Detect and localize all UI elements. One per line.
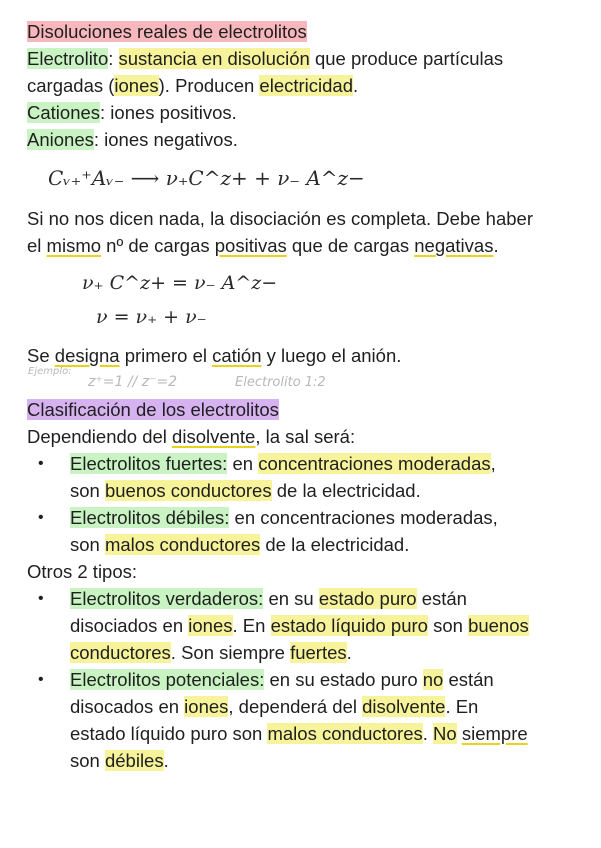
highlight: No [433,723,457,744]
term: Electrolitos fuertes: [70,453,228,474]
handwritten-note-ejemplo: Ejemplo: [28,366,72,377]
bullet-dot: • [38,590,44,607]
def-electrolito-line2 [27,72,358,99]
highlight: malos conductores [104,534,261,555]
text: están [416,588,467,609]
text: nº de cargas [101,235,215,256]
highlight: estado puro [318,588,417,609]
text: de la electricidad. [271,480,421,501]
text: . En [445,696,479,717]
paragraph-line1: Si no nos dicen nada, la disociación es completa. Debe haber [27,208,533,229]
text: disocados en [70,696,185,717]
text: : [108,48,114,69]
handwritten-note-electrolito: Electrolito 1:2 [235,375,326,390]
text: ). Producen [158,75,260,96]
text: y luego el anión. [261,345,402,366]
term: Electrolito [27,48,109,69]
term: Electrolitos verdaderos: [70,588,264,609]
text: en concentraciones moderadas, [229,507,498,528]
term: Aniones [27,129,94,150]
paragraph-line2 [27,232,499,259]
text: de la electricidad. [260,534,410,555]
bullet-potenciales-line2 [70,693,478,720]
title-text: Disoluciones reales de electrolitos [27,21,307,42]
def-cationes [27,99,237,126]
bullet-verdaderos-line1 [70,585,467,612]
def-electrolito-line1 [27,45,503,72]
def-aniones [27,126,238,153]
term: Cationes [27,102,101,123]
bullet-potenciales-line4 [70,747,169,774]
text: cargadas ( [27,75,115,96]
title-text: Clasificación de los electrolitos [27,399,279,420]
bullet-debiles-line2 [70,531,409,558]
highlight: estado líquido puro [270,615,428,636]
underlined: designa [54,345,120,366]
highlight: conductores [70,642,171,663]
text: . [346,642,352,663]
underlined: positivas [214,235,287,256]
paragraph-dependiendo [27,423,355,450]
highlight: no [422,669,444,690]
text: : iones positivos. [100,102,237,123]
text: están [443,669,494,690]
text: que produce partículas [309,48,504,69]
highlight: fuertes [290,642,347,663]
handwritten-equation-dissociation: Cᵥ₊⁺Aᵥ₋ ⟶ ν₊C^z+ + ν₋ A^z− [48,166,365,190]
bullet-verdaderos-line2 [70,612,529,639]
title-disoluciones [27,18,307,45]
text: , [490,453,496,474]
text: estado líquido puro son [70,723,268,744]
text: que de cargas [286,235,415,256]
bullet-debiles-line1 [70,504,498,531]
text: Dependiendo del [27,426,173,447]
highlight: buenos [468,615,529,636]
term: Electrolitos débiles: [70,507,230,528]
text: el [27,235,47,256]
bullet-potenciales-line1 [70,666,494,693]
bullet-dot: • [38,455,44,472]
term: Electrolitos potenciales: [70,669,265,690]
text: son [427,615,469,636]
text: primero el [119,345,213,366]
highlight: concentraciones moderadas [258,453,491,474]
underlined: catión [212,345,262,366]
highlight: disolvente [362,696,446,717]
highlight: iones [114,75,159,96]
bullet-potenciales-line3 [70,720,528,747]
text: , dependerá del [228,696,363,717]
text: . [493,235,499,256]
underlined: mismo [46,235,102,256]
text: . En [232,615,271,636]
underlined: disolvente [172,426,256,447]
text: Se [27,345,55,366]
text: en [227,453,259,474]
text: . [422,723,434,744]
text: son [70,534,105,555]
handwritten-equation-charge-balance: ν₊ C^z+ = ν₋ A^z− [82,272,278,294]
underlined: siempre [461,723,528,744]
title-clasificacion [27,396,279,423]
bullet-dot: • [38,509,44,526]
text: : iones negativos. [93,129,238,150]
text: , la sal será: [255,426,356,447]
text: . [163,750,169,771]
bullet-dot: • [38,671,44,688]
text: . [353,75,359,96]
highlight: iones [184,696,229,717]
highlight: electricidad [259,75,353,96]
paragraph-otros: Otros 2 tipos: [27,561,138,582]
text: son [70,480,105,501]
highlight: buenos conductores [104,480,272,501]
highlight: malos conductores [267,723,423,744]
text: en su [263,588,319,609]
highlight: sustancia en disolución [118,48,310,69]
text: disociados en [70,615,189,636]
text: . Son siempre [170,642,291,663]
highlight: débiles [104,750,164,771]
handwritten-equation-nu: ν = ν₊ + ν₋ [96,306,207,328]
bullet-fuertes-line1 [70,450,496,477]
bullet-fuertes-line2 [70,477,421,504]
paragraph-designa [27,342,401,369]
underlined: negativas [414,235,494,256]
text: en su estado puro [264,669,423,690]
highlight: iones [188,615,233,636]
text: son [70,750,105,771]
bullet-verdaderos-line3 [70,639,352,666]
handwritten-note-charges: z⁺=1 // z⁻=2 [88,374,178,390]
